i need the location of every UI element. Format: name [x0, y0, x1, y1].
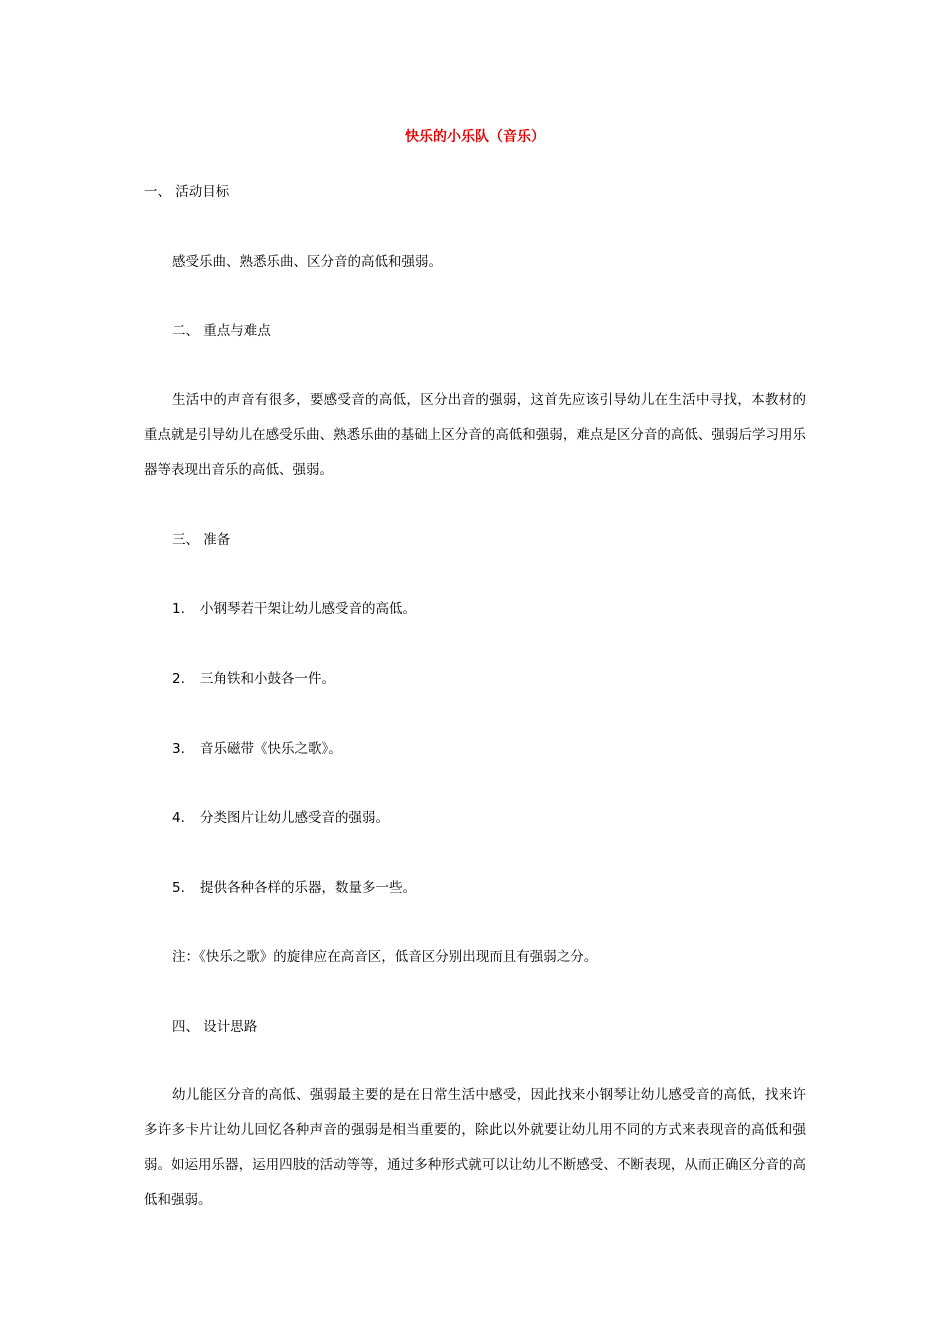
- document-title: 快乐的小乐队（音乐）: [405, 129, 545, 145]
- section-3-note: 注：《快乐之歌》的旋律应在高音区，低音区分别出现而且有强弱之分。: [172, 949, 598, 965]
- section-4-body: 幼儿能区分音的高低、强弱最主要的是在日常生活中感受，因此找来小钢琴让幼儿感受音的高低，找来许多许多卡片让幼儿回忆各种声音的强弱是相当重要的，除此以外就要让幼儿用不同的方式来表现音的高低和强弱。如运用乐器，运用四肢的活动等等，通过多种形式就可以让幼儿不断感受、不断表现，从而正确区分音的高低和强弱。: [144, 1087, 806, 1208]
- section-1-body: 感受乐曲、熟悉乐曲、区分音的高低和强弱。: [172, 254, 442, 270]
- list-item-number: 3.: [172, 741, 185, 757]
- list-item-number: 2.: [172, 671, 185, 687]
- list-item-number: 4.: [172, 810, 185, 826]
- section-3-heading: 三、 准备: [172, 532, 231, 548]
- list-item-text: 音乐磁带《快乐之歌》。: [200, 741, 342, 757]
- section-2-body: 生活中的声音有很多，要感受音的高低，区分出音的强弱，这首先应该引导幼儿在生活中寻找，本教材的重点就是引导幼儿在感受乐曲、熟悉乐曲的基础上区分音的高低和强弱，难点是区分音的高低、强弱后学习用乐器等表现出音乐的高低、强弱。: [144, 392, 806, 478]
- list-item-number: 5.: [172, 880, 185, 896]
- list-item: [172, 738, 342, 760]
- list-item-number: 1.: [172, 601, 185, 617]
- list-item-text: 小钢琴若干架让幼儿感受音的高低。: [200, 601, 416, 617]
- section-2-heading: 二、 重点与难点: [172, 323, 271, 339]
- section-1-heading: 一、 活动目标: [144, 184, 230, 200]
- section-4-heading: 四、 设计思路: [172, 1019, 258, 1035]
- list-item-text: 提供各种各样的乐器，数量多一些。: [200, 880, 416, 896]
- list-item-text: 分类图片让幼儿感受音的强弱。: [200, 810, 389, 826]
- list-item: [172, 877, 416, 899]
- list-item: [172, 668, 335, 690]
- list-item-text: 三角铁和小鼓各一件。: [200, 671, 335, 687]
- list-item: [172, 807, 389, 829]
- list-item: [172, 598, 416, 620]
